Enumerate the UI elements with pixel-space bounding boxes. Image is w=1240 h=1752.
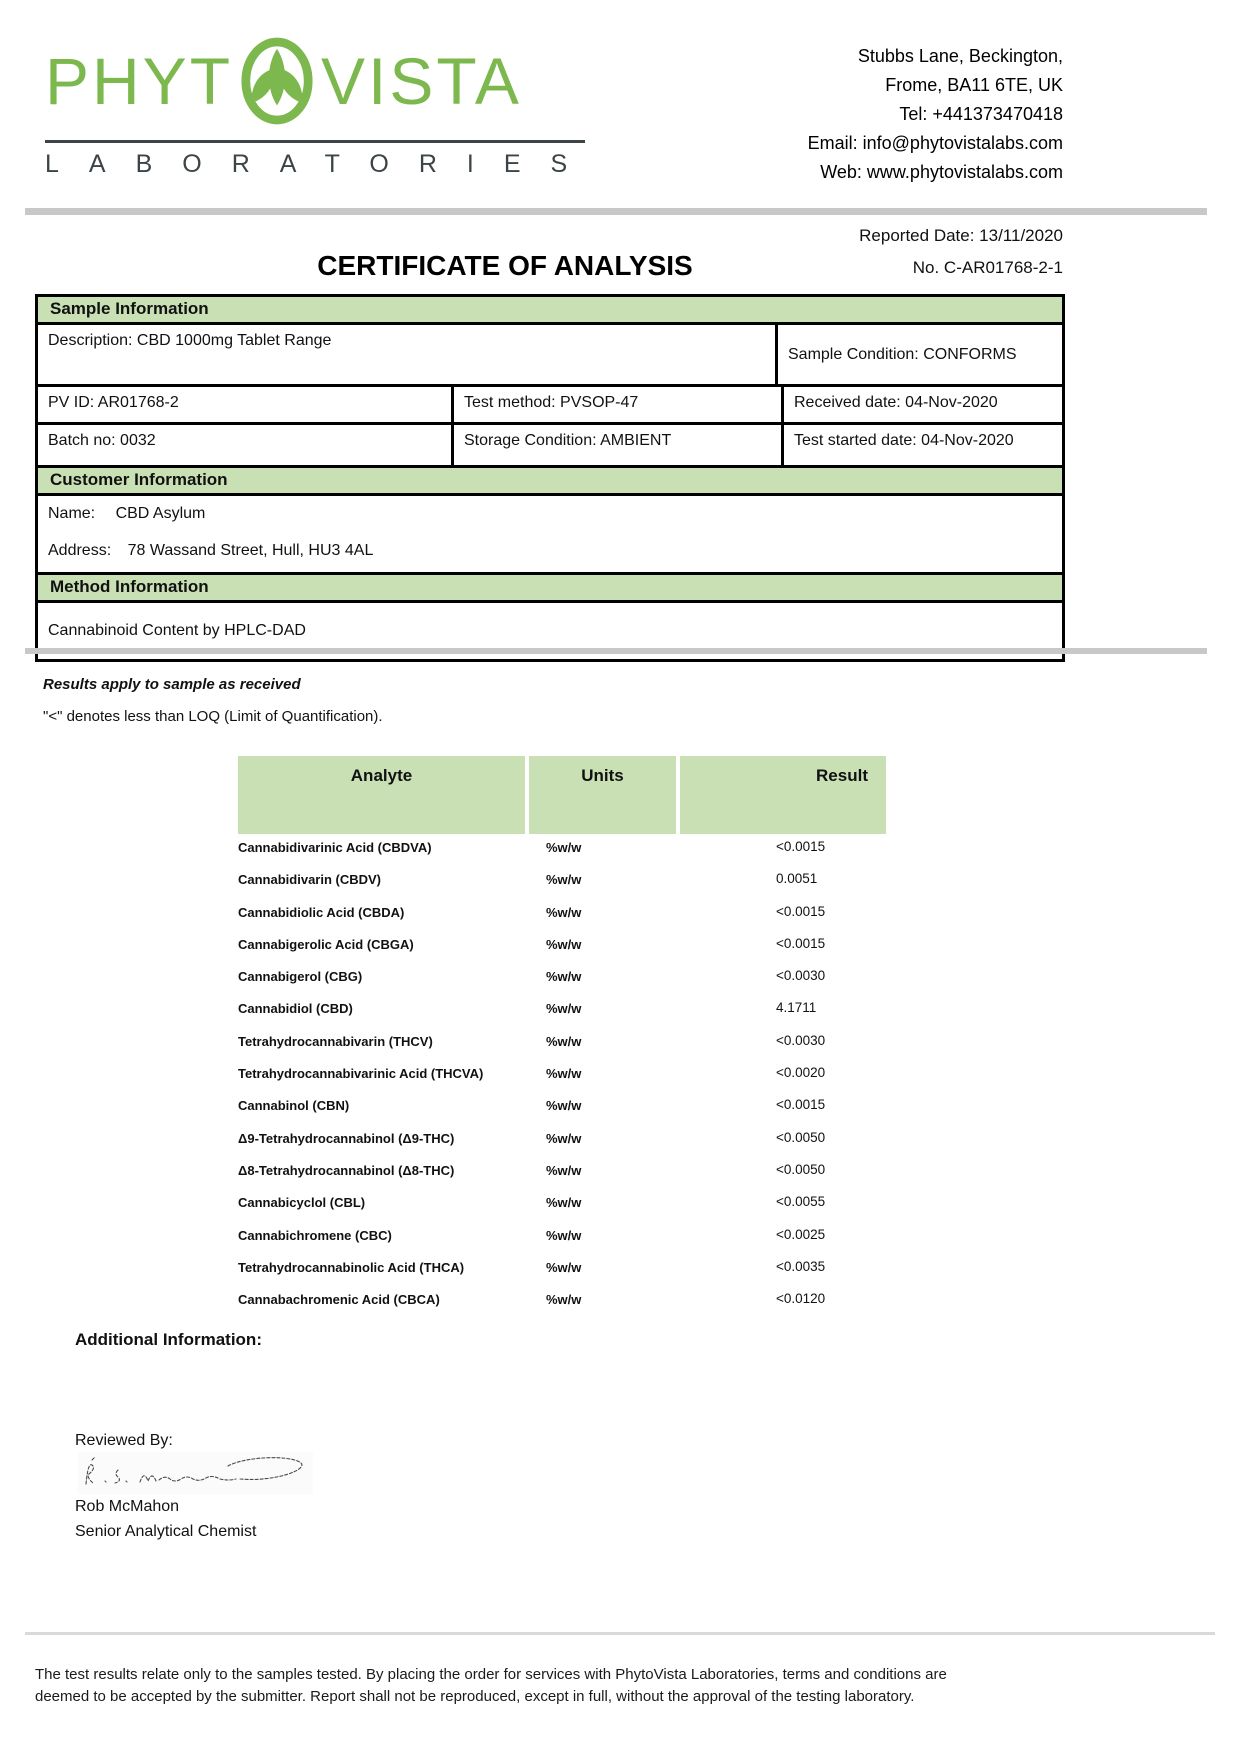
- customer-address-label: Address:: [48, 542, 112, 559]
- analyte-result: <0.0050: [776, 1129, 826, 1145]
- batch-row: [38, 425, 1062, 465]
- column-header-analyte: Analyte: [238, 756, 525, 834]
- section-separator: [25, 648, 1207, 654]
- analyte-name: Δ9-Tetrahydrocannabinol (Δ9-THC): [238, 1130, 455, 1146]
- analyte-units: %w/w: [546, 1227, 582, 1243]
- logo-text-pre: PHYT: [45, 44, 234, 118]
- results-table-body: [238, 840, 898, 1324]
- footer-separator: [25, 1632, 1215, 1635]
- signature-image: [78, 1452, 313, 1494]
- analyte-units: %w/w: [546, 1066, 582, 1082]
- customer-address-value: 78 Wassand Street, Hull, HU3 4AL: [127, 542, 374, 559]
- results-table-header: [238, 756, 886, 834]
- table-row: [238, 872, 898, 904]
- analyte-result: <0.0025: [776, 1226, 826, 1242]
- page-title: CERTIFICATE OF ANALYSIS: [317, 250, 693, 281]
- analyte-units: %w/w: [546, 936, 582, 952]
- analyte-result: <0.0050: [776, 1161, 826, 1177]
- analyte-units: %w/w: [546, 840, 582, 855]
- method-description: Cannabinoid Content by HPLC-DAD: [48, 622, 306, 639]
- reviewed-by-label: Reviewed By:: [75, 1432, 173, 1449]
- note-sample-as-received: Results apply to sample as received: [43, 676, 301, 693]
- leaf-logo-icon: [239, 36, 315, 126]
- pv-id: PV ID: AR01768-2: [48, 394, 179, 411]
- analyte-name: Cannabidivarin (CBDV): [238, 872, 382, 888]
- analyte-result: <0.0015: [776, 1097, 826, 1113]
- table-row: [238, 1292, 898, 1324]
- logo-rule: [45, 140, 585, 143]
- analyte-units: %w/w: [546, 1130, 582, 1146]
- customer-details: [38, 496, 1062, 572]
- analyte-name: Cannabichromene (CBC): [238, 1227, 392, 1243]
- test-method: Test method: PVSOP-47: [451, 387, 781, 422]
- note-loq: "<" denotes less than LOQ (Limit of Quantification).: [43, 708, 383, 725]
- method-information-header: Method Information: [38, 572, 1062, 603]
- analyte-result: <0.0015: [776, 839, 826, 854]
- analyte-result: <0.0015: [776, 903, 826, 919]
- table-row: [238, 1260, 898, 1292]
- analyte-units: %w/w: [546, 1001, 582, 1017]
- customer-name-label: Name:: [48, 505, 96, 522]
- contact-email: Email: info@phytovistalabs.com: [807, 133, 1063, 153]
- table-row: [238, 1131, 898, 1163]
- analyte-name: Cannabinol (CBN): [238, 1098, 350, 1114]
- information-box: [35, 294, 1065, 662]
- reviewer-name: Rob McMahon: [75, 1498, 180, 1515]
- contact-web: Web: www.phytovistalabs.com: [820, 162, 1063, 182]
- sample-description: Description: CBD 1000mg Tablet Range: [48, 332, 332, 349]
- column-header-result: Result: [680, 756, 886, 834]
- table-row: [238, 1001, 898, 1033]
- header-separator: [25, 208, 1207, 215]
- analyte-result: <0.0055: [776, 1194, 826, 1210]
- reviewer-block: [75, 1494, 256, 1544]
- footer-line1: The test results relate only to the samples tested. By placing the order for services with PhytoVista Laboratories, terms and conditions are: [35, 1666, 947, 1683]
- additional-information-label: Additional Information:: [75, 1330, 262, 1349]
- table-row: [238, 840, 898, 872]
- customer-name-value: CBD Asylum: [115, 505, 206, 522]
- analyte-name: Cannabigerol (CBG): [238, 969, 363, 985]
- table-row: [238, 937, 898, 969]
- table-row: [238, 1228, 898, 1260]
- batch-no: Batch no: 0032: [48, 432, 156, 449]
- contact-phone: Tel: +441373470418: [899, 104, 1063, 124]
- certificate-number: No. C-AR01768-2-1: [912, 258, 1063, 277]
- logo-text-post: VISTA: [321, 44, 522, 118]
- analyte-name: Δ8-Tetrahydrocannabinol (Δ8-THC): [238, 1162, 455, 1178]
- analyte-result: <0.0030: [776, 968, 826, 984]
- analyte-units: %w/w: [546, 904, 582, 920]
- reviewer-title: Senior Analytical Chemist: [75, 1523, 257, 1540]
- customer-information-header: Customer Information: [38, 465, 1062, 496]
- analyte-name: Cannabachromenic Acid (CBCA): [238, 1292, 440, 1308]
- sample-ids-row: [38, 387, 1062, 425]
- analyte-result: 4.1711: [776, 1000, 817, 1016]
- analyte-name: Cannabidiol (CBD): [238, 1001, 353, 1017]
- column-header-units: Units: [529, 756, 676, 834]
- analyte-result: <0.0020: [776, 1065, 826, 1081]
- table-row: [238, 905, 898, 937]
- table-row: [238, 1066, 898, 1098]
- analyte-name: Tetrahydrocannabinolic Acid (THCA): [238, 1259, 465, 1275]
- table-row: [238, 1098, 898, 1130]
- logo-subtitle: LABORATORIES: [45, 150, 598, 178]
- footer-line2: deemed to be accepted by the submitter. Report shall not be reproduced, except in full, without the approval of the testing laboratory.: [35, 1688, 915, 1705]
- analyte-name: Tetrahydrocannabivarin (THCV): [238, 1033, 433, 1049]
- analyte-units: %w/w: [546, 1098, 582, 1114]
- table-row: [238, 1034, 898, 1066]
- analyte-units: %w/w: [546, 872, 582, 888]
- analyte-name: Cannabidivarinic Acid (CBDVA): [238, 840, 432, 855]
- analyte-units: %w/w: [546, 1259, 582, 1275]
- analyte-name: Tetrahydrocannabivarinic Acid (THCVA): [238, 1066, 484, 1082]
- analyte-result: <0.0015: [776, 935, 826, 951]
- analyte-name: Cannabicyclol (CBL): [238, 1195, 366, 1211]
- analyte-result: 0.0051: [776, 871, 818, 887]
- table-row: [238, 1195, 898, 1227]
- analyte-name: Cannabidiolic Acid (CBDA): [238, 904, 405, 920]
- table-row: [238, 1163, 898, 1195]
- sample-information-header: Sample Information: [38, 297, 1062, 325]
- analyte-units: %w/w: [546, 1292, 582, 1308]
- analyte-units: %w/w: [546, 1195, 582, 1211]
- contact-address-line1: Stubbs Lane, Beckington,: [857, 46, 1063, 66]
- received-date: Received date: 04-Nov-2020: [781, 387, 1062, 422]
- analyte-result: <0.0120: [776, 1291, 826, 1307]
- sample-description-row: [38, 325, 1062, 387]
- logo: [45, 36, 597, 177]
- contact-address-line2: Frome, BA11 6TE, UK: [885, 75, 1063, 95]
- analyte-name: Cannabigerolic Acid (CBGA): [238, 936, 414, 952]
- analyte-units: %w/w: [546, 1162, 582, 1178]
- analyte-result: <0.0030: [776, 1032, 826, 1048]
- analyte-units: %w/w: [546, 969, 582, 985]
- storage-condition: Storage Condition: AMBIENT: [451, 425, 781, 465]
- analyte-result: <0.0035: [776, 1258, 826, 1274]
- reported-date: Reported Date: 13/11/2020: [859, 226, 1063, 245]
- footer-disclaimer: [35, 1664, 1210, 1708]
- contact-block: [643, 42, 1063, 187]
- table-row: [238, 969, 898, 1001]
- test-started-date: Test started date: 04-Nov-2020: [781, 425, 1062, 465]
- analyte-units: %w/w: [546, 1033, 582, 1049]
- sample-condition: Sample Condition: CONFORMS: [775, 325, 1062, 384]
